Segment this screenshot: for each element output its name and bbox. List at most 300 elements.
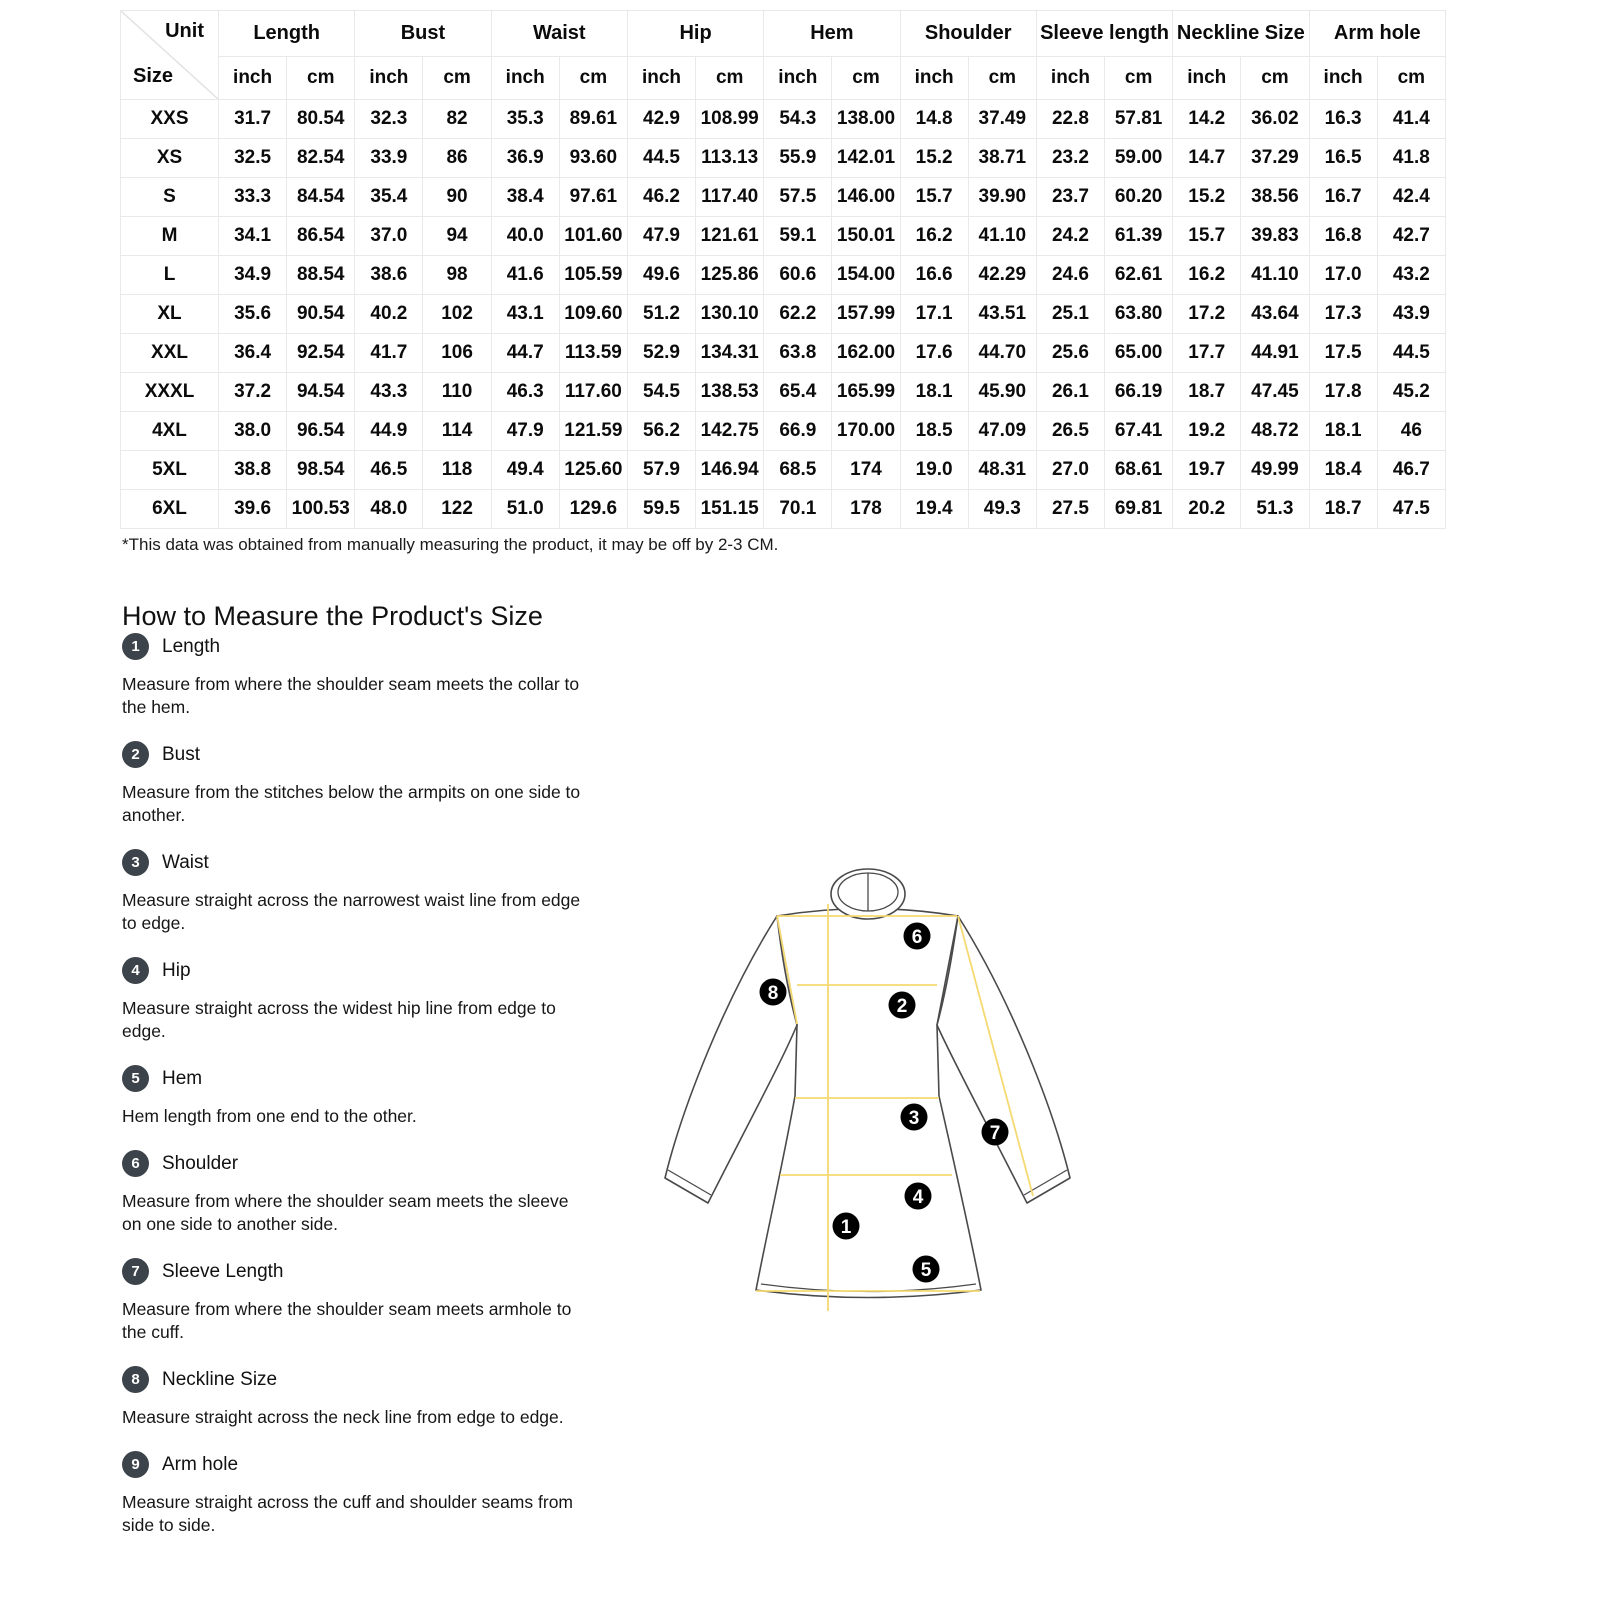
measurement-cell: 16.2 bbox=[1173, 256, 1241, 295]
measure-item-label: Length bbox=[162, 635, 221, 657]
measurement-cell: 117.60 bbox=[559, 373, 627, 412]
measurement-cell: 65.4 bbox=[764, 373, 832, 412]
measurement-cell: 18.5 bbox=[900, 412, 968, 451]
unit-label-inch: inch bbox=[627, 57, 695, 100]
measurement-cell: 23.7 bbox=[1036, 178, 1104, 217]
measurement-cell: 32.5 bbox=[219, 139, 287, 178]
measurement-disclaimer-note: *This data was obtained from manually measuring the product, it may be off by 2-3 CM. bbox=[122, 535, 779, 554]
measurement-cell: 98.54 bbox=[287, 451, 355, 490]
measurement-cell: 49.4 bbox=[491, 451, 559, 490]
measurement-cell: 80.54 bbox=[287, 100, 355, 139]
measurement-cell: 54.3 bbox=[764, 100, 832, 139]
measurement-cell: 16.6 bbox=[900, 256, 968, 295]
measurement-cell: 38.6 bbox=[355, 256, 423, 295]
measurement-cell: 18.1 bbox=[1309, 412, 1377, 451]
measurement-cell: 22.8 bbox=[1036, 100, 1104, 139]
measurement-cell: 47.09 bbox=[968, 412, 1036, 451]
measurement-cell: 19.7 bbox=[1173, 451, 1241, 490]
measurement-cell: 48.0 bbox=[355, 490, 423, 529]
measurement-cell: 15.7 bbox=[900, 178, 968, 217]
size-label: 4XL bbox=[121, 412, 219, 451]
measurement-cell: 130.10 bbox=[696, 295, 764, 334]
measurement-cell: 66.19 bbox=[1105, 373, 1173, 412]
measurement-cell: 82.54 bbox=[287, 139, 355, 178]
measurement-cell: 54.5 bbox=[627, 373, 695, 412]
measurement-cell: 47.9 bbox=[627, 217, 695, 256]
diagram-badge-2 bbox=[889, 992, 916, 1019]
step-number-badge: 7 bbox=[122, 1258, 149, 1285]
measurement-cell: 96.54 bbox=[287, 412, 355, 451]
table-body bbox=[121, 100, 1446, 529]
size-label: M bbox=[121, 217, 219, 256]
measurement-cell: 17.7 bbox=[1173, 334, 1241, 373]
measure-item-hem bbox=[122, 1065, 584, 1128]
unit-label-cm: cm bbox=[832, 57, 900, 100]
unit-label-inch: inch bbox=[900, 57, 968, 100]
measure-item-description: Hem length from one end to the other. bbox=[122, 1106, 417, 1126]
measurement-cell: 20.2 bbox=[1173, 490, 1241, 529]
unit-label-cm: cm bbox=[423, 57, 491, 100]
measure-item-hip bbox=[122, 957, 584, 1043]
table-row-m bbox=[121, 217, 1446, 256]
measure-item-header bbox=[122, 1366, 584, 1393]
step-number-badge: 1 bbox=[122, 633, 149, 660]
unit-label-inch: inch bbox=[764, 57, 832, 100]
measurement-cell: 37.0 bbox=[355, 217, 423, 256]
measurement-cell: 38.8 bbox=[219, 451, 287, 490]
measure-item-label: Sleeve Length bbox=[162, 1260, 284, 1282]
measurement-cell: 26.1 bbox=[1036, 373, 1104, 412]
measure-item-label: Bust bbox=[162, 743, 201, 765]
diagram-badge-1 bbox=[833, 1213, 860, 1240]
measurement-cell: 33.3 bbox=[219, 178, 287, 217]
measurement-cell: 46.7 bbox=[1377, 451, 1445, 490]
measurement-cell: 90.54 bbox=[287, 295, 355, 334]
table-row-4xl bbox=[121, 412, 1446, 451]
measurement-cell: 82 bbox=[423, 100, 491, 139]
svg-text:7: 7 bbox=[989, 1123, 1001, 1144]
table-row-5xl bbox=[121, 451, 1446, 490]
measurement-cell: 31.7 bbox=[219, 100, 287, 139]
measurement-cell: 18.7 bbox=[1309, 490, 1377, 529]
table-row-6xl bbox=[121, 490, 1446, 529]
measurement-cell: 16.5 bbox=[1309, 139, 1377, 178]
measurement-cell: 17.1 bbox=[900, 295, 968, 334]
measurement-cell: 98 bbox=[423, 256, 491, 295]
table-row-xxl bbox=[121, 334, 1446, 373]
column-group-hem: Hem bbox=[764, 11, 900, 57]
measurement-cell: 56.2 bbox=[627, 412, 695, 451]
unit-label-cm: cm bbox=[287, 57, 355, 100]
measurement-cell: 51.0 bbox=[491, 490, 559, 529]
measure-item-description: Measure from where the shoulder seam meets the collar to the hem. bbox=[122, 674, 580, 717]
measurement-cell: 49.3 bbox=[968, 490, 1036, 529]
measurement-cell: 65.00 bbox=[1105, 334, 1173, 373]
diagram-badge-6 bbox=[904, 923, 931, 950]
measurement-cell: 17.2 bbox=[1173, 295, 1241, 334]
measurement-cell: 41.10 bbox=[968, 217, 1036, 256]
measurement-cell: 44.70 bbox=[968, 334, 1036, 373]
measurement-cell: 62.61 bbox=[1105, 256, 1173, 295]
measurement-cell: 110 bbox=[423, 373, 491, 412]
measure-item-header bbox=[122, 1065, 584, 1092]
measure-item-header bbox=[122, 1258, 584, 1285]
measurement-cell: 16.8 bbox=[1309, 217, 1377, 256]
measurement-cell: 138.00 bbox=[832, 100, 900, 139]
measurement-cell: 43.1 bbox=[491, 295, 559, 334]
measure-item-description: Measure from the stitches below the armpits on one side to another. bbox=[122, 782, 581, 825]
measurement-cell: 57.9 bbox=[627, 451, 695, 490]
unit-label-cm: cm bbox=[559, 57, 627, 100]
measurement-cell: 151.15 bbox=[696, 490, 764, 529]
measurement-cell: 36.9 bbox=[491, 139, 559, 178]
measurement-cell: 49.99 bbox=[1241, 451, 1309, 490]
measurement-cell: 67.41 bbox=[1105, 412, 1173, 451]
svg-text:6: 6 bbox=[911, 927, 923, 948]
measurement-cell: 125.86 bbox=[696, 256, 764, 295]
unit-label-inch: inch bbox=[219, 57, 287, 100]
measurement-cell: 47.9 bbox=[491, 412, 559, 451]
size-label: 5XL bbox=[121, 451, 219, 490]
measure-item-description: Measure straight across the widest hip line from edge to edge. bbox=[122, 998, 556, 1041]
how-to-measure-title: How to Measure the Product's Size bbox=[122, 601, 543, 632]
measurement-cell: 146.00 bbox=[832, 178, 900, 217]
measurement-cell: 142.01 bbox=[832, 139, 900, 178]
step-number-badge: 2 bbox=[122, 741, 149, 768]
measurement-cell: 68.5 bbox=[764, 451, 832, 490]
measurement-cell: 15.7 bbox=[1173, 217, 1241, 256]
measure-item-description: Measure straight across the neck line from edge to edge. bbox=[122, 1407, 564, 1427]
corner-size-label: Size bbox=[133, 65, 174, 87]
measure-item-header bbox=[122, 849, 584, 876]
measurement-cell: 14.2 bbox=[1173, 100, 1241, 139]
measurement-cell: 48.31 bbox=[968, 451, 1036, 490]
measurement-cell: 84.54 bbox=[287, 178, 355, 217]
measurement-cell: 19.4 bbox=[900, 490, 968, 529]
measurement-cell: 59.00 bbox=[1105, 139, 1173, 178]
measurement-cell: 38.56 bbox=[1241, 178, 1309, 217]
measurement-cell: 62.2 bbox=[764, 295, 832, 334]
measurement-cell: 36.02 bbox=[1241, 100, 1309, 139]
measurement-cell: 55.9 bbox=[764, 139, 832, 178]
measurement-cell: 118 bbox=[423, 451, 491, 490]
measurement-cell: 16.2 bbox=[900, 217, 968, 256]
measure-item-header bbox=[122, 1150, 584, 1177]
step-number-badge: 6 bbox=[122, 1150, 149, 1177]
size-label: 6XL bbox=[121, 490, 219, 529]
measurement-cell: 41.4 bbox=[1377, 100, 1445, 139]
measurement-cell: 46.5 bbox=[355, 451, 423, 490]
measure-item-label: Neckline Size bbox=[162, 1368, 278, 1390]
left-sleeve-outline bbox=[665, 916, 797, 1203]
measure-item-arm-hole bbox=[122, 1451, 584, 1537]
measurement-cell: 18.7 bbox=[1173, 373, 1241, 412]
table-row-l bbox=[121, 256, 1446, 295]
unit-label-inch: inch bbox=[1173, 57, 1241, 100]
measurement-cell: 17.5 bbox=[1309, 334, 1377, 373]
unit-label-cm: cm bbox=[968, 57, 1036, 100]
measurement-cell: 48.72 bbox=[1241, 412, 1309, 451]
measurement-cell: 39.83 bbox=[1241, 217, 1309, 256]
measurement-cell: 52.9 bbox=[627, 334, 695, 373]
measurement-cell: 43.3 bbox=[355, 373, 423, 412]
unit-label-cm: cm bbox=[1377, 57, 1445, 100]
measurement-cell: 86 bbox=[423, 139, 491, 178]
measure-item-bust bbox=[122, 741, 584, 827]
measurement-cell: 35.4 bbox=[355, 178, 423, 217]
corner-unit-label: Unit bbox=[165, 20, 204, 42]
size-label: L bbox=[121, 256, 219, 295]
measurement-cell: 60.20 bbox=[1105, 178, 1173, 217]
measurement-cell: 69.81 bbox=[1105, 490, 1173, 529]
measurement-cell: 14.8 bbox=[900, 100, 968, 139]
measurement-cell: 41.8 bbox=[1377, 139, 1445, 178]
table-row-s bbox=[121, 178, 1446, 217]
measurement-cell: 16.7 bbox=[1309, 178, 1377, 217]
measure-item-waist bbox=[122, 849, 584, 935]
measure-item-label: Hem bbox=[162, 1067, 203, 1089]
measurement-cell: 35.3 bbox=[491, 100, 559, 139]
table-header-units bbox=[121, 57, 1446, 100]
measurement-cell: 15.2 bbox=[1173, 178, 1241, 217]
measurement-cell: 109.60 bbox=[559, 295, 627, 334]
column-group-neckline-size: Neckline Size bbox=[1173, 11, 1309, 57]
measurement-cell: 105.59 bbox=[559, 256, 627, 295]
measurement-cell: 35.6 bbox=[219, 295, 287, 334]
measurement-cell: 17.0 bbox=[1309, 256, 1377, 295]
column-group-arm-hole: Arm hole bbox=[1309, 11, 1446, 57]
measurement-cell: 61.39 bbox=[1105, 217, 1173, 256]
measurement-cell: 60.6 bbox=[764, 256, 832, 295]
measure-item-header bbox=[122, 741, 584, 768]
table-corner-cell bbox=[121, 11, 219, 100]
size-chart-table bbox=[120, 10, 1446, 529]
measurement-cell: 57.81 bbox=[1105, 100, 1173, 139]
measurement-cell: 150.01 bbox=[832, 217, 900, 256]
measurement-cell: 46.3 bbox=[491, 373, 559, 412]
measurement-cell: 40.2 bbox=[355, 295, 423, 334]
unit-label-inch: inch bbox=[1036, 57, 1104, 100]
measurement-cell: 42.7 bbox=[1377, 217, 1445, 256]
step-number-badge: 3 bbox=[122, 849, 149, 876]
measurement-cell: 17.3 bbox=[1309, 295, 1377, 334]
measurement-cell: 146.94 bbox=[696, 451, 764, 490]
measurement-cell: 89.61 bbox=[559, 100, 627, 139]
measurement-cell: 165.99 bbox=[832, 373, 900, 412]
measurement-cell: 32.3 bbox=[355, 100, 423, 139]
measurement-cell: 34.9 bbox=[219, 256, 287, 295]
measurement-cell: 100.53 bbox=[287, 490, 355, 529]
measure-item-description: Measure straight across the cuff and shoulder seams from side to side. bbox=[122, 1492, 574, 1535]
measure-item-label: Hip bbox=[162, 959, 191, 981]
measurement-cell: 27.0 bbox=[1036, 451, 1104, 490]
column-group-shoulder: Shoulder bbox=[900, 11, 1036, 57]
measure-item-description: Measure from where the shoulder seam meets armhole to the cuff. bbox=[122, 1299, 572, 1342]
column-group-bust: Bust bbox=[355, 11, 491, 57]
measurement-cell: 41.7 bbox=[355, 334, 423, 373]
measurement-cell: 46 bbox=[1377, 412, 1445, 451]
measurement-cell: 170.00 bbox=[832, 412, 900, 451]
measurement-cell: 178 bbox=[832, 490, 900, 529]
measurement-cell: 15.2 bbox=[900, 139, 968, 178]
measure-item-label: Arm hole bbox=[162, 1453, 239, 1475]
measurement-cell: 122 bbox=[423, 490, 491, 529]
measurement-cell: 43.51 bbox=[968, 295, 1036, 334]
measurement-cell: 138.53 bbox=[696, 373, 764, 412]
measurement-cell: 90 bbox=[423, 178, 491, 217]
measurement-cell: 114 bbox=[423, 412, 491, 451]
measurement-cell: 14.7 bbox=[1173, 139, 1241, 178]
measurement-cell: 174 bbox=[832, 451, 900, 490]
measurement-cell: 154.00 bbox=[832, 256, 900, 295]
svg-text:3: 3 bbox=[908, 1108, 920, 1129]
measure-item-header bbox=[122, 633, 584, 660]
table-row-xs bbox=[121, 139, 1446, 178]
column-group-sleeve-length: Sleeve length bbox=[1036, 11, 1172, 57]
table-row-xxxl bbox=[121, 373, 1446, 412]
measurement-cell: 42.9 bbox=[627, 100, 695, 139]
diagram-badge-3 bbox=[901, 1104, 928, 1131]
measurement-cell: 39.6 bbox=[219, 490, 287, 529]
unit-label-cm: cm bbox=[1241, 57, 1309, 100]
svg-text:5: 5 bbox=[920, 1260, 932, 1281]
measurement-cell: 42.4 bbox=[1377, 178, 1445, 217]
svg-text:4: 4 bbox=[912, 1187, 924, 1208]
measurement-cell: 44.7 bbox=[491, 334, 559, 373]
measurement-cell: 88.54 bbox=[287, 256, 355, 295]
diagram-badge-7 bbox=[982, 1119, 1009, 1146]
svg-text:8: 8 bbox=[767, 983, 779, 1004]
measurement-cell: 43.2 bbox=[1377, 256, 1445, 295]
size-label: XXXL bbox=[121, 373, 219, 412]
measurement-cell: 16.3 bbox=[1309, 100, 1377, 139]
diagram-badge-5 bbox=[913, 1256, 940, 1283]
measurement-cell: 59.5 bbox=[627, 490, 695, 529]
measurement-cell: 93.60 bbox=[559, 139, 627, 178]
measure-item-label: Shoulder bbox=[162, 1152, 239, 1174]
measurement-cell: 39.90 bbox=[968, 178, 1036, 217]
measurement-cell: 51.3 bbox=[1241, 490, 1309, 529]
size-label: XXL bbox=[121, 334, 219, 373]
measurement-cell: 47.45 bbox=[1241, 373, 1309, 412]
measurement-cell: 157.99 bbox=[832, 295, 900, 334]
measurement-cell: 37.2 bbox=[219, 373, 287, 412]
step-number-badge: 9 bbox=[122, 1451, 149, 1478]
dress-body-outline bbox=[756, 909, 981, 1298]
measurement-cell: 18.4 bbox=[1309, 451, 1377, 490]
measurement-cell: 36.4 bbox=[219, 334, 287, 373]
measure-item-header bbox=[122, 1451, 584, 1478]
measurement-cell: 117.40 bbox=[696, 178, 764, 217]
column-group-waist: Waist bbox=[491, 11, 627, 57]
measurement-cell: 34.1 bbox=[219, 217, 287, 256]
measurement-cell: 121.61 bbox=[696, 217, 764, 256]
measurement-cell: 17.6 bbox=[900, 334, 968, 373]
measurement-cell: 134.31 bbox=[696, 334, 764, 373]
measurement-cell: 162.00 bbox=[832, 334, 900, 373]
measurement-cell: 142.75 bbox=[696, 412, 764, 451]
measurement-cell: 38.4 bbox=[491, 178, 559, 217]
unit-label-inch: inch bbox=[355, 57, 423, 100]
measure-item-shoulder bbox=[122, 1150, 584, 1236]
measurement-cell: 59.1 bbox=[764, 217, 832, 256]
measurement-cell: 45.2 bbox=[1377, 373, 1445, 412]
measurement-cell: 101.60 bbox=[559, 217, 627, 256]
measurement-cell: 23.2 bbox=[1036, 139, 1104, 178]
diagram-badge-8 bbox=[760, 979, 787, 1006]
measure-item-sleeve-length bbox=[122, 1258, 584, 1344]
measurement-cell: 38.0 bbox=[219, 412, 287, 451]
measurement-cell: 25.6 bbox=[1036, 334, 1104, 373]
measurement-cell: 19.0 bbox=[900, 451, 968, 490]
svg-text:2: 2 bbox=[896, 996, 908, 1017]
measurement-cell: 26.5 bbox=[1036, 412, 1104, 451]
measurement-cell: 44.5 bbox=[627, 139, 695, 178]
size-label: XL bbox=[121, 295, 219, 334]
measurement-cell: 37.29 bbox=[1241, 139, 1309, 178]
measurement-cell: 40.0 bbox=[491, 217, 559, 256]
measurement-cell: 43.64 bbox=[1241, 295, 1309, 334]
size-label: XXS bbox=[121, 100, 219, 139]
measurement-cell: 44.5 bbox=[1377, 334, 1445, 373]
measurement-cell: 41.10 bbox=[1241, 256, 1309, 295]
measurement-cell: 121.59 bbox=[559, 412, 627, 451]
step-number-badge: 8 bbox=[122, 1366, 149, 1393]
measurement-cell: 86.54 bbox=[287, 217, 355, 256]
measurement-cell: 97.61 bbox=[559, 178, 627, 217]
measurement-cell: 38.71 bbox=[968, 139, 1036, 178]
measurement-cell: 66.9 bbox=[764, 412, 832, 451]
measurement-cell: 43.9 bbox=[1377, 295, 1445, 334]
measurement-cell: 24.6 bbox=[1036, 256, 1104, 295]
step-number-badge: 4 bbox=[122, 957, 149, 984]
measurement-cell: 92.54 bbox=[287, 334, 355, 373]
garment-measurement-diagram bbox=[620, 828, 1090, 1340]
right-sleeve-outline bbox=[937, 916, 1070, 1203]
measurement-cell: 63.8 bbox=[764, 334, 832, 373]
measurement-cell: 41.6 bbox=[491, 256, 559, 295]
table-row-xxs bbox=[121, 100, 1446, 139]
measurement-cell: 33.9 bbox=[355, 139, 423, 178]
measure-item-header bbox=[122, 957, 584, 984]
size-label: XS bbox=[121, 139, 219, 178]
unit-label-inch: inch bbox=[1309, 57, 1377, 100]
measurement-cell: 42.29 bbox=[968, 256, 1036, 295]
table-row-xl bbox=[121, 295, 1446, 334]
measurement-cell: 70.1 bbox=[764, 490, 832, 529]
measure-item-length bbox=[122, 633, 584, 719]
measurement-cell: 68.61 bbox=[1105, 451, 1173, 490]
measure-item-description: Measure from where the shoulder seam meets the sleeve on one side to another side. bbox=[122, 1191, 569, 1234]
measure-list bbox=[122, 633, 584, 1559]
measurement-cell: 129.6 bbox=[559, 490, 627, 529]
measurement-cell: 44.9 bbox=[355, 412, 423, 451]
measurement-cell: 106 bbox=[423, 334, 491, 373]
measurement-cell: 94 bbox=[423, 217, 491, 256]
step-number-badge: 5 bbox=[122, 1065, 149, 1092]
measurement-cell: 125.60 bbox=[559, 451, 627, 490]
diagram-badge-4 bbox=[905, 1183, 932, 1210]
measurement-cell: 37.49 bbox=[968, 100, 1036, 139]
column-group-hip: Hip bbox=[627, 11, 763, 57]
measurement-cell: 51.2 bbox=[627, 295, 695, 334]
measurement-cell: 24.2 bbox=[1036, 217, 1104, 256]
measurement-cell: 113.59 bbox=[559, 334, 627, 373]
measurement-cell: 102 bbox=[423, 295, 491, 334]
measurement-cell: 18.1 bbox=[900, 373, 968, 412]
measurement-cell: 27.5 bbox=[1036, 490, 1104, 529]
column-group-length: Length bbox=[219, 11, 355, 57]
